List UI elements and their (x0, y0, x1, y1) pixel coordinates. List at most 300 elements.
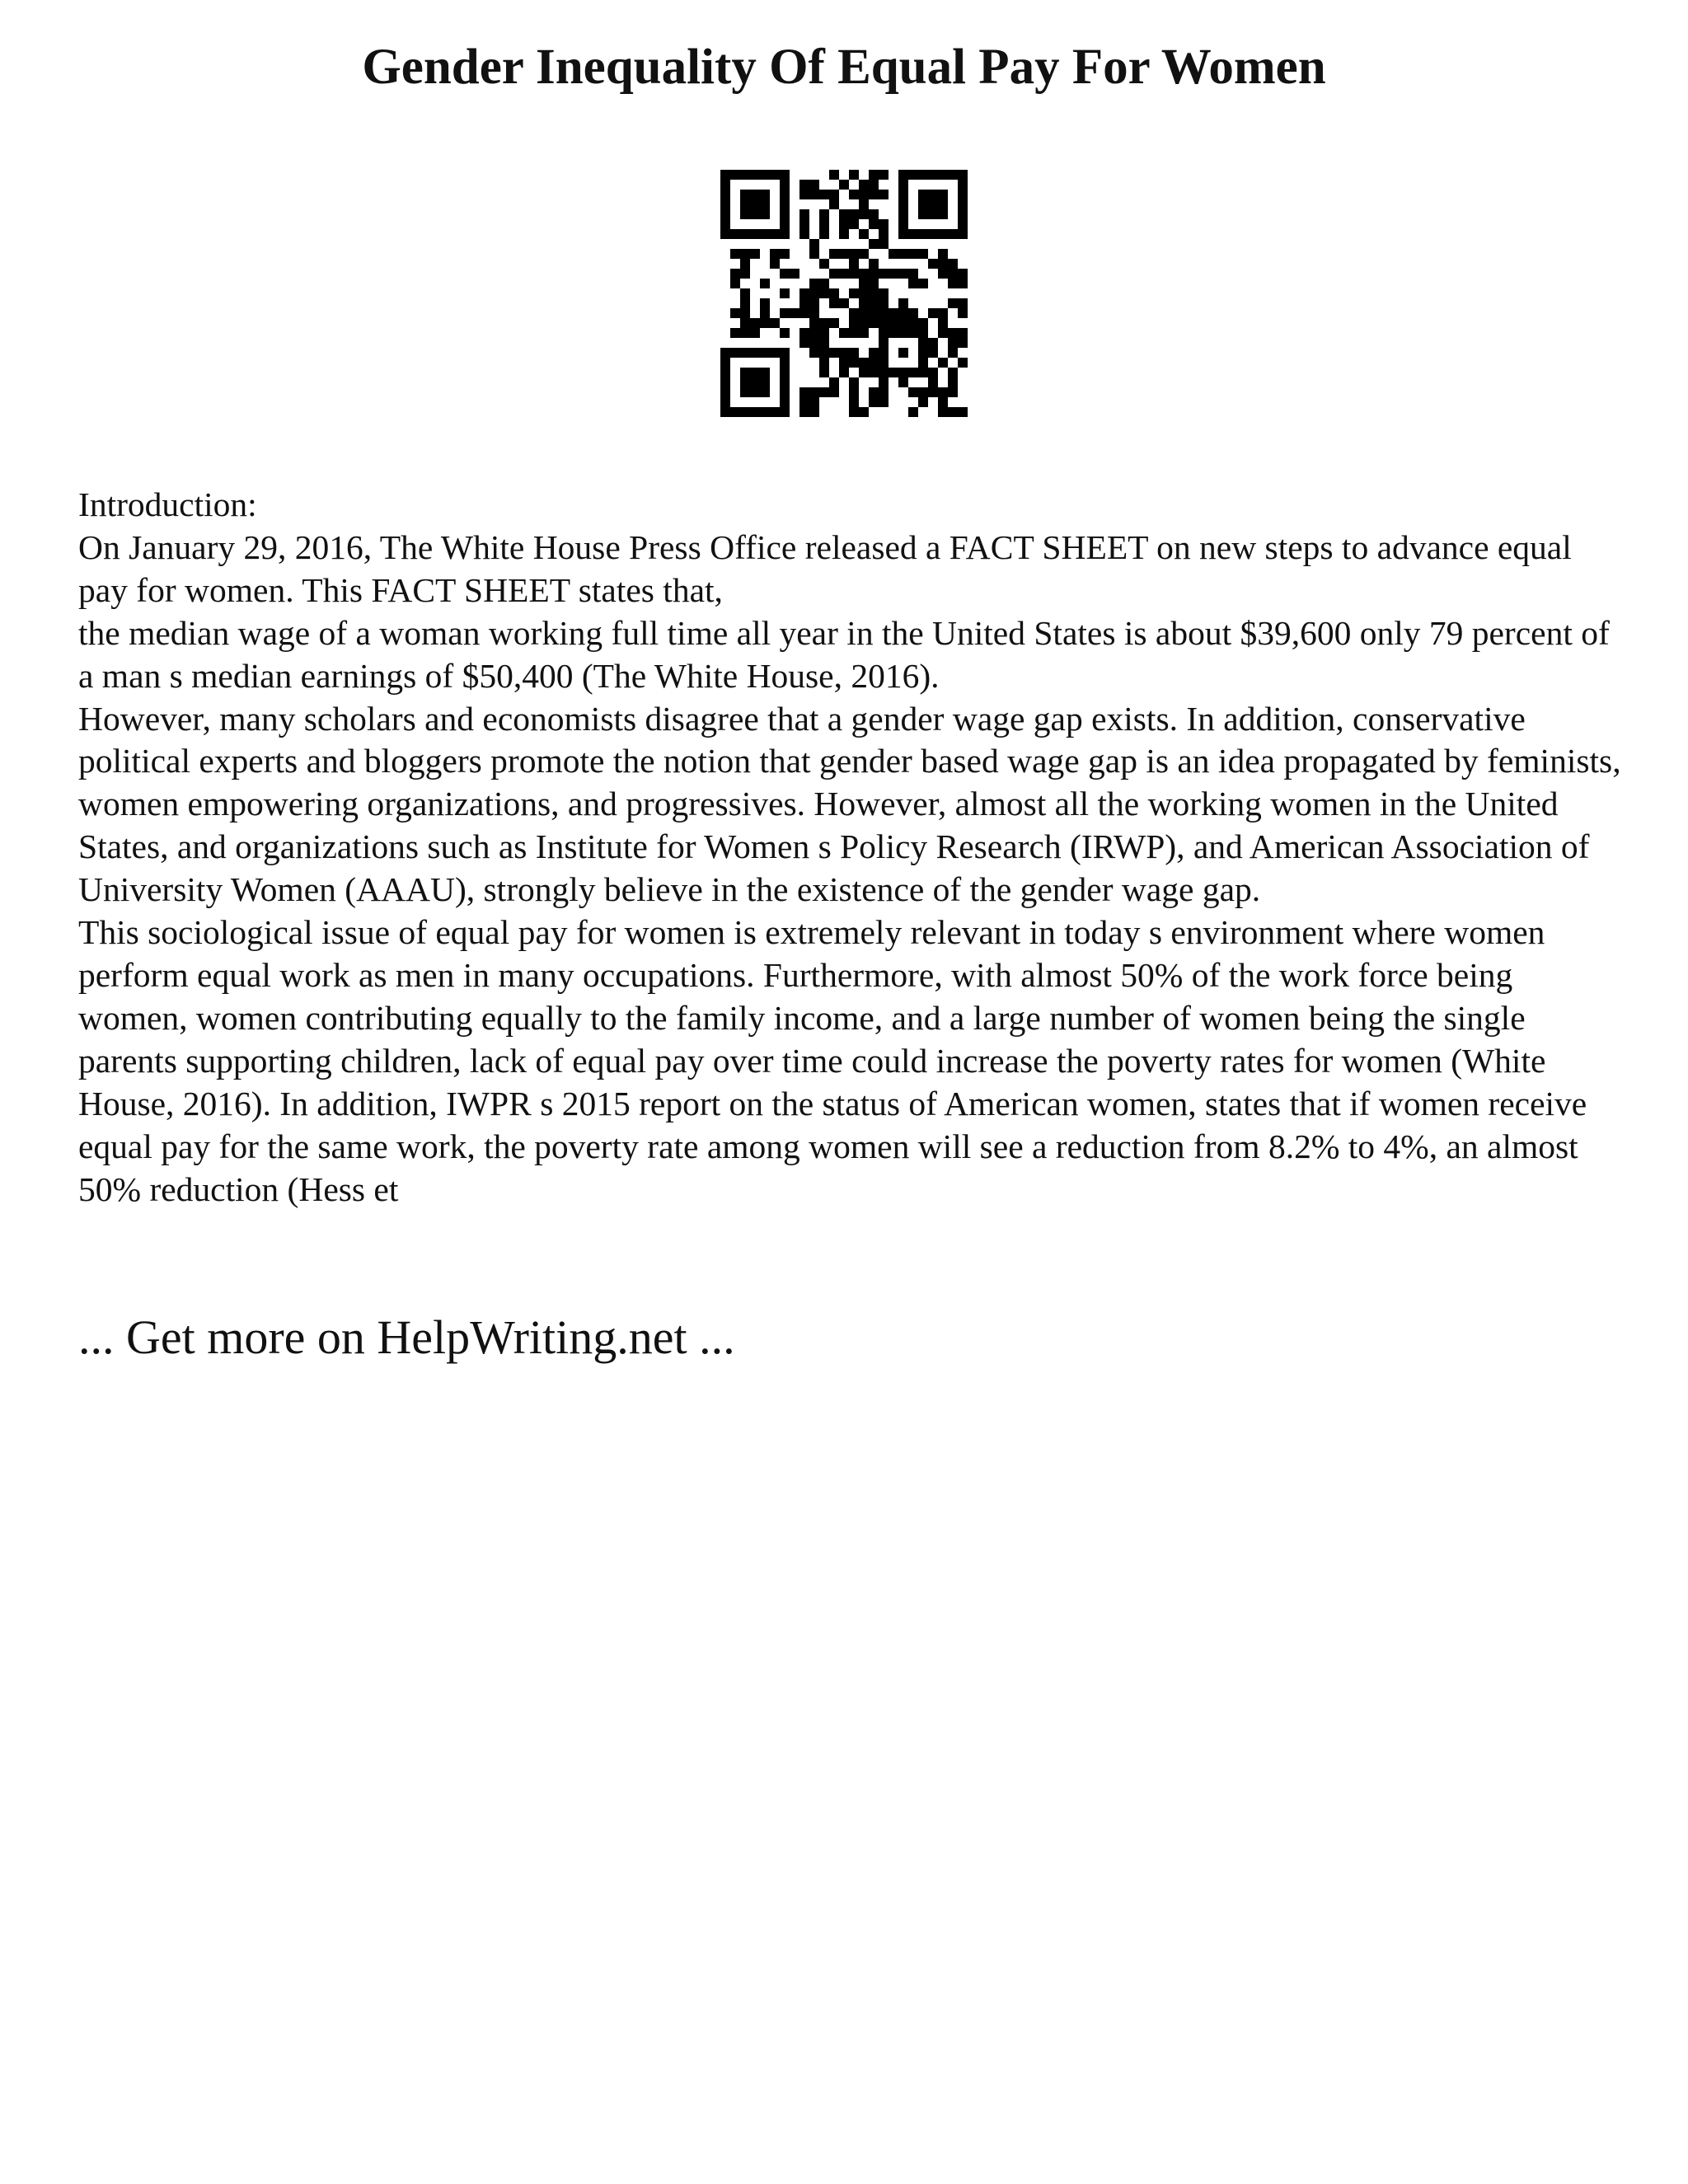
qr-module (958, 209, 968, 219)
qr-module (750, 387, 760, 397)
qr-module (898, 318, 908, 328)
qr-module (859, 288, 869, 298)
qr-module (958, 180, 968, 190)
document-body (78, 484, 1628, 1211)
qr-module (799, 328, 809, 338)
body-paragraph: However, many scholars and economists disagree that a gender wage gap exists. In addition, conservative political experts and bloggers promote the notion that gender based wage gap is an idea propagated by feminists, women empowering organizations, and progressives. However, almost all the working women in the United States, and organizations such as Institute for Women s Policy Research (IRWP), and American Association of University Women (AAAU), strongly believe in the existence of the gender wage gap. (78, 699, 1621, 909)
qr-module (859, 209, 869, 219)
qr-module (740, 170, 750, 180)
qr-module (829, 387, 839, 397)
qr-module (898, 368, 908, 377)
qr-module (869, 239, 879, 249)
qr-module (898, 328, 908, 338)
qr-module (809, 318, 819, 328)
qr-module (839, 348, 849, 358)
qr-module (770, 259, 780, 269)
qr-module (740, 249, 750, 259)
qr-module (780, 387, 790, 397)
qr-module (938, 328, 948, 338)
qr-module (898, 199, 908, 209)
qr-module (799, 338, 809, 348)
qr-module (849, 209, 859, 219)
qr-module (770, 407, 780, 417)
qr-module (780, 368, 790, 377)
qr-module (750, 249, 760, 259)
qr-module (869, 170, 879, 180)
qr-module (928, 229, 938, 239)
qr-module (839, 298, 849, 308)
qr-module (760, 377, 770, 387)
qr-module (908, 269, 918, 279)
qr-module (889, 318, 898, 328)
page-title: Gender Inequality Of Equal Pay For Women (362, 40, 1326, 95)
qr-code-icon (720, 170, 968, 417)
qr-module (770, 229, 780, 239)
qr-module (780, 328, 790, 338)
qr-module (948, 387, 958, 397)
qr-module (740, 298, 750, 308)
qr-module (740, 348, 750, 358)
qr-module (750, 229, 760, 239)
qr-module (839, 249, 849, 259)
qr-module (730, 407, 740, 417)
qr-module (740, 259, 750, 269)
qr-module (750, 407, 760, 417)
qr-module (730, 279, 740, 288)
qr-module (750, 328, 760, 338)
qr-module (879, 397, 889, 407)
qr-module (740, 288, 750, 298)
qr-module (928, 308, 938, 318)
qr-module (750, 170, 760, 180)
qr-module (908, 308, 918, 318)
qr-module (958, 229, 968, 239)
qr-module (849, 219, 859, 229)
qr-module (720, 377, 730, 387)
qr-module (839, 328, 849, 338)
qr-module (879, 338, 889, 348)
qr-module (829, 199, 839, 209)
qr-module (809, 338, 819, 348)
qr-module (849, 170, 859, 180)
qr-module (938, 318, 948, 328)
qr-module (740, 318, 750, 328)
qr-module (918, 348, 928, 358)
qr-module (760, 407, 770, 417)
qr-module (928, 170, 938, 180)
qr-module (938, 199, 948, 209)
qr-module (799, 308, 809, 318)
qr-module (948, 328, 958, 338)
qr-module (908, 368, 918, 377)
qr-module (869, 368, 879, 377)
qr-module (809, 308, 819, 318)
qr-module (938, 209, 948, 219)
qr-module (720, 397, 730, 407)
qr-module (918, 249, 928, 259)
qr-module (948, 298, 958, 308)
qr-module (958, 338, 968, 348)
qr-module (720, 170, 730, 180)
qr-module (958, 269, 968, 279)
qr-module (819, 190, 829, 199)
qr-module (849, 288, 859, 298)
qr-module (760, 209, 770, 219)
qr-module (958, 407, 968, 417)
qr-module (750, 318, 760, 328)
qr-module (819, 328, 829, 338)
qr-module (780, 348, 790, 358)
qr-module (898, 249, 908, 259)
qr-module (948, 269, 958, 279)
qr-module (849, 259, 859, 269)
qr-module (869, 387, 879, 397)
qr-module (928, 368, 938, 377)
qr-module (809, 348, 819, 358)
section-heading: Introduction: (78, 485, 257, 523)
qr-module (740, 407, 750, 417)
qr-module (869, 279, 879, 288)
qr-module (849, 318, 859, 328)
qr-module (908, 249, 918, 259)
qr-module (918, 338, 928, 348)
qr-module (760, 190, 770, 199)
qr-module (918, 397, 928, 407)
qr-module (730, 269, 740, 279)
qr-module (918, 229, 928, 239)
qr-module (720, 190, 730, 199)
body-paragraph: This sociological issue of equal pay for women is extremely relevant in today s environment where women perform equal work as men in many occupations. Furthermore, with almost 50% of the work force being women, women contributing equally to the family income, and a large number of women being the single parents supporting children, lack of equal pay over time could increase the poverty rates for women (White House, 2016). In addition, IWPR s 2015 report on the status of American women, states that if women receive equal pay for the same work, the poverty rate among women will see a reduction from 8.2% to 4%, an almost 50% reduction (Hess et (78, 913, 1587, 1208)
qr-module (849, 407, 859, 417)
qr-module (879, 377, 889, 387)
qr-module (948, 259, 958, 269)
qr-module (780, 358, 790, 368)
qr-module (809, 298, 819, 308)
qr-module (958, 279, 968, 288)
qr-module (730, 249, 740, 259)
qr-module (958, 199, 968, 209)
qr-module (829, 348, 839, 358)
qr-module (879, 269, 889, 279)
qr-module (809, 249, 819, 259)
qr-module (938, 397, 948, 407)
qr-module (898, 170, 908, 180)
qr-module (859, 358, 869, 368)
qr-module (829, 269, 839, 279)
qr-module (879, 387, 889, 397)
qr-module (958, 298, 968, 308)
qr-module (760, 229, 770, 239)
qr-module (849, 387, 859, 397)
qr-module (948, 407, 958, 417)
qr-module (938, 249, 948, 259)
qr-module (948, 338, 958, 348)
qr-module (928, 338, 938, 348)
qr-module (849, 397, 859, 407)
qr-module (839, 219, 849, 229)
qr-module (938, 387, 948, 397)
qr-module (879, 239, 889, 249)
qr-module (839, 209, 849, 219)
qr-module (839, 180, 849, 190)
qr-module (869, 358, 879, 368)
qr-module (958, 328, 968, 338)
qr-module (869, 348, 879, 358)
qr-module (740, 387, 750, 397)
qr-module (859, 318, 869, 328)
qr-module (839, 358, 849, 368)
qr-module (869, 219, 879, 229)
qr-module (918, 368, 928, 377)
qr-module (829, 318, 839, 328)
qr-module (948, 229, 958, 239)
qr-module (819, 338, 829, 348)
qr-module (889, 368, 898, 377)
body-paragraph: On January 29, 2016, The White House Press Office released a FACT SHEET on new steps to advance equal pay for women. This FACT SHEET states that, (78, 527, 1572, 609)
qr-module (898, 348, 908, 358)
qr-module (859, 249, 869, 259)
qr-module (958, 358, 968, 368)
qr-module (879, 298, 889, 308)
qr-module (780, 199, 790, 209)
qr-module (928, 348, 938, 358)
qr-module (780, 377, 790, 387)
qr-module (720, 219, 730, 229)
qr-module (809, 180, 819, 190)
qr-module (780, 269, 790, 279)
qr-module (879, 328, 889, 338)
qr-module (819, 318, 829, 328)
qr-module (908, 407, 918, 417)
qr-module (958, 219, 968, 229)
qr-module (879, 368, 889, 377)
get-more-link[interactable]: ... Get more on HelpWriting.net ... (78, 1310, 735, 1364)
qr-module (849, 269, 859, 279)
qr-module (869, 397, 879, 407)
qr-module (918, 170, 928, 180)
qr-module (918, 279, 928, 288)
qr-module (720, 229, 730, 239)
qr-module (948, 368, 958, 377)
qr-module (760, 387, 770, 397)
qr-module (819, 259, 829, 269)
qr-module (898, 190, 908, 199)
qr-module (809, 397, 819, 407)
qr-module (938, 269, 948, 279)
qr-module (790, 308, 799, 318)
qr-module (720, 387, 730, 397)
qr-module (879, 229, 889, 239)
qr-module (908, 279, 918, 288)
qr-module (809, 288, 819, 298)
qr-module (958, 170, 968, 180)
qr-module (809, 387, 819, 397)
qr-module (839, 269, 849, 279)
qr-module (908, 328, 918, 338)
qr-module (898, 269, 908, 279)
qr-module (869, 269, 879, 279)
qr-module (879, 308, 889, 318)
qr-module (720, 358, 730, 368)
qr-module (819, 219, 829, 229)
qr-module (790, 269, 799, 279)
qr-module (780, 288, 790, 298)
qr-module (740, 377, 750, 387)
qr-module (859, 407, 869, 417)
qr-module (770, 348, 780, 358)
qr-module (948, 377, 958, 387)
qr-module (898, 180, 908, 190)
qr-module (918, 199, 928, 209)
qr-module (799, 298, 809, 308)
qr-module (760, 318, 770, 328)
qr-module (938, 358, 948, 368)
qr-module (879, 170, 889, 180)
qr-module (849, 328, 859, 338)
qr-module (918, 328, 928, 338)
qr-module (849, 377, 859, 387)
qr-module (770, 249, 780, 259)
qr-module (730, 229, 740, 239)
qr-module (740, 328, 750, 338)
qr-module (898, 377, 908, 387)
qr-module (918, 358, 928, 368)
qr-module (918, 318, 928, 328)
qr-module (780, 170, 790, 180)
qr-module (958, 308, 968, 318)
qr-module (720, 199, 730, 209)
qr-module (898, 298, 908, 308)
qr-module (859, 229, 869, 239)
qr-module (780, 229, 790, 239)
qr-module (819, 387, 829, 397)
qr-module (938, 190, 948, 199)
qr-module (879, 318, 889, 328)
qr-module (750, 209, 760, 219)
qr-module (829, 170, 839, 180)
qr-module (849, 308, 859, 318)
qr-module (760, 308, 770, 318)
qr-module (829, 288, 839, 298)
qr-module (730, 348, 740, 358)
qr-module (928, 209, 938, 219)
qr-module (889, 249, 898, 259)
qr-module (760, 170, 770, 180)
qr-module (770, 170, 780, 180)
qr-module (849, 190, 859, 199)
qr-module (740, 269, 750, 279)
qr-module (809, 407, 819, 417)
qr-module (799, 190, 809, 199)
qr-module (889, 308, 898, 318)
qr-module (780, 308, 790, 318)
qr-module (869, 318, 879, 328)
qr-module (819, 288, 829, 298)
qr-module (928, 387, 938, 397)
qr-module (780, 407, 790, 417)
qr-module (799, 288, 809, 298)
qr-module (859, 328, 869, 338)
qr-module (938, 170, 948, 180)
qr-module (740, 229, 750, 239)
qr-module (780, 190, 790, 199)
qr-module (760, 368, 770, 377)
qr-module (730, 308, 740, 318)
qr-module (928, 199, 938, 209)
qr-module (750, 199, 760, 209)
qr-module (809, 328, 819, 338)
qr-module (780, 397, 790, 407)
qr-module (829, 377, 839, 387)
qr-module (849, 249, 859, 259)
qr-module (819, 348, 829, 358)
qr-module (898, 229, 908, 239)
qr-module (809, 279, 819, 288)
qr-module (839, 229, 849, 239)
qr-module (750, 377, 760, 387)
qr-module (799, 387, 809, 397)
qr-module (859, 308, 869, 318)
qr-module (889, 328, 898, 338)
qr-module (839, 368, 849, 377)
qr-module (948, 170, 958, 180)
qr-module (750, 348, 760, 358)
qr-module (770, 318, 780, 328)
qr-module (799, 219, 809, 229)
qr-module (879, 190, 889, 199)
qr-module (869, 298, 879, 308)
qr-module (859, 269, 869, 279)
qr-module (908, 170, 918, 180)
qr-module (938, 229, 948, 239)
qr-module (898, 219, 908, 229)
qr-module (859, 180, 869, 190)
qr-module (730, 170, 740, 180)
qr-module (740, 190, 750, 199)
body-paragraph: the median wage of a woman working full time all year in the United States is about $39,600 only 79 percent of a man s median earnings of $50,400 (The White House, 2016). (78, 613, 1610, 695)
qr-module (799, 407, 809, 417)
qr-module (780, 219, 790, 229)
qr-module (799, 180, 809, 190)
qr-module (829, 298, 839, 308)
qr-module (859, 298, 869, 308)
qr-module (750, 190, 760, 199)
qr-module (799, 397, 809, 407)
qr-module (879, 348, 889, 358)
qr-module (829, 190, 839, 199)
qr-module (819, 229, 829, 239)
qr-module (908, 318, 918, 328)
qr-module (799, 209, 809, 219)
qr-module (720, 368, 730, 377)
qr-module (889, 269, 898, 279)
qr-module (740, 199, 750, 209)
qr-module (720, 180, 730, 190)
qr-module (849, 358, 859, 368)
qr-module (760, 298, 770, 308)
qr-module (928, 259, 938, 269)
qr-module (938, 259, 948, 269)
qr-module (730, 328, 740, 338)
qr-module (938, 407, 948, 417)
qr-module (928, 377, 938, 387)
qr-module (938, 308, 948, 318)
qr-module (869, 209, 879, 219)
qr-module (760, 348, 770, 358)
qr-module (869, 190, 879, 199)
qr-module (879, 219, 889, 229)
qr-module (819, 358, 829, 368)
